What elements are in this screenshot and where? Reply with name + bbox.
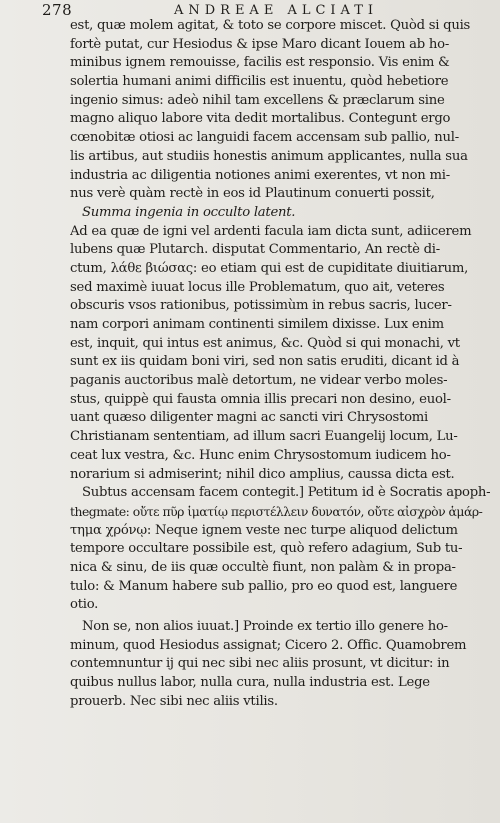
text-line: cœnobitæ otiosi ac languidi facem accensam sub pallio, nul- [70, 130, 459, 146]
text-line: prouerb. Nec sibi nec aliis vtilis. [70, 693, 278, 709]
text-line: est, quæ molem agitat, & toto se corpore miscet. Quòd si quis [70, 18, 471, 33]
text-line: quibus nullus labor, nulla cura, nulla industria est. Lege [70, 675, 430, 691]
text-line: ingenio simus: adeò nihil tam excellens & præclarum sine [70, 92, 445, 108]
lemma-line: Non se, non alios iuuat.] Proinde ex tertio illo genere ho- [82, 619, 448, 634]
text-line: Ad ea quæ de igni vel ardenti facula iam dicta sunt, adiicerem [70, 223, 472, 239]
text-line: sed maximè iuuat locus ille Problematum, quo ait, veteres [70, 279, 445, 295]
text-line: nus verè quàm rectè in eos id Plautinum conuerti possit, [70, 186, 435, 202]
text-line: contemnuntur ij qui nec sibi nec aliis prosunt, vt dicitur: in [70, 656, 450, 672]
text-line: norarium si admiserint; nihil dico amplius, caussa dicta est. [70, 466, 455, 482]
text-line: industria ac diligentia notiones animi exerentes, vt non mi- [70, 167, 450, 183]
text-line: nica & sinu, de iis quæ occultè fiunt, non palàm & in propa- [70, 559, 456, 575]
greek-line: thegmate: οὔτε πῦρ ἱματίῳ περιστέλλειν δυνατόν, οὔτε αἰσχρὸν ἁμάρ- [70, 503, 483, 519]
text-line: tempore occultare possibile est, quò refero adagium, Sub tu- [70, 541, 463, 557]
text-line: ceat lux vestra, &c. Hunc enim Chrysostomum iudicem ho- [70, 447, 451, 463]
running-head: ANDREAE ALCIATI [173, 3, 379, 18]
text-line: sunt ex iis quidam boni viri, sed non satis eruditi, dicant id à [70, 354, 460, 370]
motto-line: Summa ingenia in occulto latent. [82, 204, 296, 220]
text-line: solertia humani animi difficilis est inuentu, quòd hebetiore [70, 74, 449, 90]
lemma-line: Subtus accensam facem contegit.] Petitum id è Socratis apoph- [82, 485, 490, 501]
text-line: magno aliquo labore vita dedit mortalibus. Contegunt ergo [70, 111, 451, 127]
text-line: lis artibus, aut studiis honestis animum applicantes, nulla sua [70, 148, 468, 164]
body-text [70, 17, 490, 711]
text-line: lubens quæ Plutarch. disputat Commentario, An rectè di- [70, 242, 440, 258]
text-line: tulo: & Manum habere sub pallio, pro eo quod est, languere [70, 578, 458, 594]
text-line: minibus ignem remouisse, facilis est responsio. Vis enim & [70, 55, 450, 71]
text-line: minum, quod Hesiodus assignat; Cicero 2. Offic. Quamobrem [70, 637, 467, 653]
page-number: 278 [42, 1, 73, 19]
text-line: otio. [70, 597, 99, 613]
text-line: Christianam sententiam, ad illum sacri Euangelij locum, Lu- [70, 429, 458, 445]
text-line: paganis auctoribus malè detortum, ne videar verbo moles- [70, 373, 448, 389]
text-line: nam corpori animam continenti similem dixisse. Lux enim [70, 317, 444, 332]
text-line: ctum, λάθε βιώσας: eo etiam qui est de cupiditate diuitiarum, [70, 260, 469, 276]
show-through-text [120, 690, 480, 708]
text-line: est, inquit, qui intus est animus, &c. Quòd si qui monachi, vt [70, 335, 460, 351]
text-line: τημα χρόνῳ: Neque ignem veste nec turpe aliquod delictum [70, 522, 458, 538]
text-line: stus, quippè qui fausta omnia illis precari non desino, euol- [70, 391, 451, 407]
text-line: fortè putat, cur Hesiodus & ipse Maro dicant Iouem ab ho- [70, 36, 450, 52]
text-line: uant quæso diligenter magni ac sancti viri Chrysostomi [70, 410, 429, 426]
text-line: obscuris vsos rationibus, potissimùm in rebus sacris, lucer- [70, 298, 452, 314]
